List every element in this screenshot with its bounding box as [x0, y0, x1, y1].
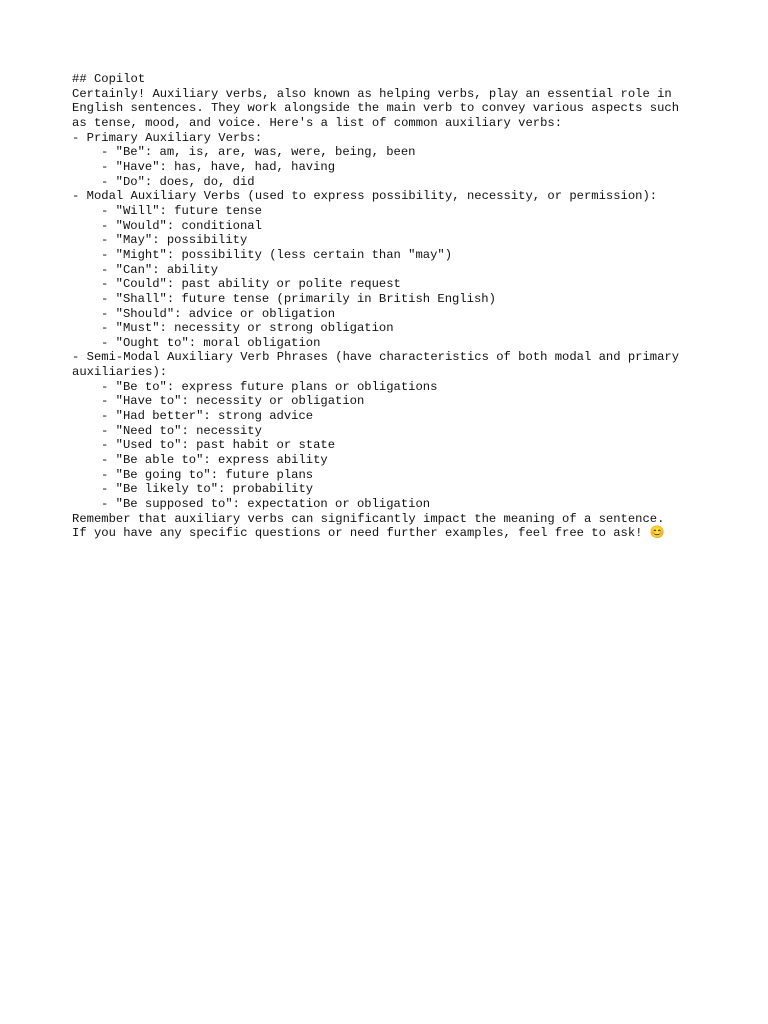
list-item: - "Ought to": moral obligation: [101, 335, 321, 350]
list-item: - "Have to": necessity or obligation: [101, 394, 365, 409]
list-item: - "Will": future tense: [101, 203, 262, 218]
list-item: - "Had better": strong advice: [101, 409, 314, 424]
list-item: - "May": possibility: [101, 233, 248, 248]
list-item: - "Be": am, is, are, was, were, being, been: [101, 145, 416, 160]
list-item: - "Have": has, have, had, having: [101, 159, 336, 174]
closing-line: If you have any specific questions or need further examples, feel free to ask! 😊: [72, 526, 665, 541]
intro-line: English sentences. They work alongside the main verb to convey various aspects such: [72, 101, 680, 116]
list-item: - "Be likely to": probability: [101, 482, 314, 497]
closing-line: Remember that auxiliary verbs can significantly impact the meaning of a sentence.: [72, 511, 665, 526]
semimodal-section-title-continued: auxiliaries):: [72, 365, 168, 380]
list-item: - "Should": advice or obligation: [101, 306, 336, 321]
list-item: - "Would": conditional: [101, 218, 262, 233]
list-item: - "Used to": past habit or state: [101, 438, 336, 453]
document-page: [72, 72, 712, 541]
list-item: - "Might": possibility (less certain than "may"): [101, 247, 453, 262]
list-item: - "Can": ability: [101, 262, 219, 277]
list-item: - "Need to": necessity: [101, 423, 262, 438]
list-item: - "Be supposed to": expectation or obligation: [101, 497, 431, 512]
semimodal-section-title: - Semi-Modal Auxiliary Verb Phrases (have characteristics of both modal and primary: [72, 350, 680, 365]
intro-line: as tense, mood, and voice. Here's a list of common auxiliary verbs:: [72, 115, 563, 130]
list-item: - "Be able to": express ability: [101, 453, 328, 468]
primary-section-title: - Primary Auxiliary Verbs:: [72, 130, 263, 145]
document-heading: ## Copilot: [72, 72, 146, 86]
intro-line: Certainly! Auxiliary verbs, also known as helping verbs, play an essential role in: [72, 86, 672, 101]
list-item: - "Be going to": future plans: [101, 467, 314, 482]
list-item: - "Be to": express future plans or obligations: [101, 379, 438, 394]
list-item: - "Must": necessity or strong obligation: [101, 321, 394, 336]
modal-section-title: - Modal Auxiliary Verbs (used to express possibility, necessity, or permission):: [72, 189, 658, 204]
list-item: - "Do": does, do, did: [101, 174, 255, 189]
list-item: - "Shall": future tense (primarily in British English): [101, 291, 496, 306]
list-item: - "Could": past ability or polite request: [101, 277, 401, 292]
